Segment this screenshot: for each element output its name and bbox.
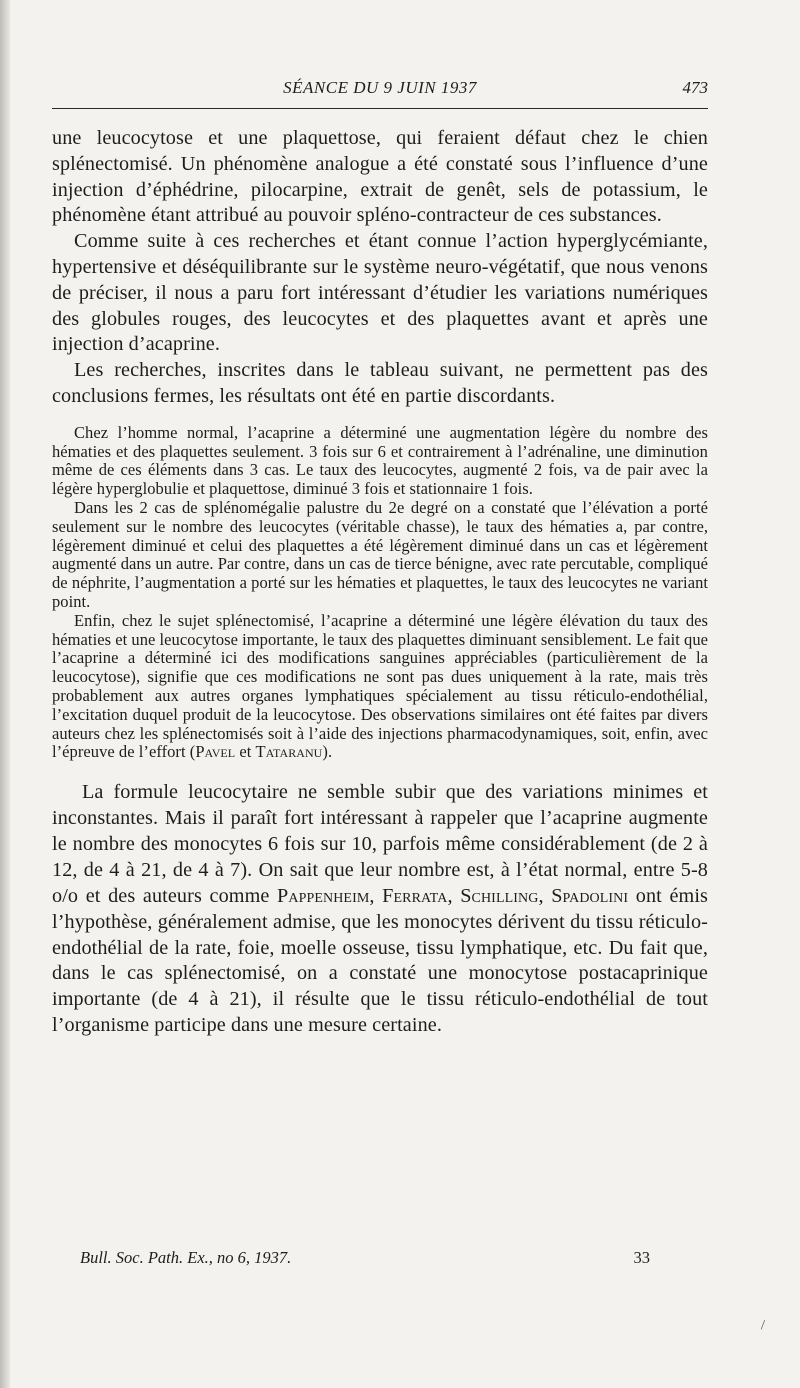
conclusion-text-1: La formule leucocytaire ne semble subir que des variations minimes et inconstantes. Mais il paraît fort intéressant à rappeler que l’acaprine augmente le nombre des monocytes 6 fois sur 10, parfois même considérablement (de 2 à 12, de 4 à 21, de 4 à 7). On sait que leur nombre est, à l’état normal, entre 5-8 o/o et des auteurs comme <box>52 781 708 907</box>
intro-section <box>52 126 708 410</box>
paragraph-normal-subject: Chez l’homme normal, l’acaprine a déterminé une augmentation légère du nombre des hématies et des plaquettes seulement. 3 fois sur 6 et contrairement à l’adrénaline, une diminution même de ces éléments dans 3 cas. Le taux des leucocytes, augmenté 2 fois, va de pair avec la légère hyperglobulie et plaquettose, diminué 3 fois et stationnaire 1 fois. <box>52 422 708 499</box>
author-spadolini: Spadolini <box>551 884 629 907</box>
page-left-edge <box>0 0 10 1388</box>
paragraph-splenomegaly: Dans les 2 cas de splénomégalie palustre du 2e degré on a constaté que l’élévation a porté seulement sur le nombre des leucocytes (véritable chasse), le taux des hématies a, par contre, légèrement diminué et celui des plaquettes a été légèrement diminué dans un cas et légèrement augmenté dans un autre. Par contre, dans un cas de tierce bénigne, avec rate percutable, compliqué de néphrite, l’augmentation a porté sur les hématies et plaquettes, le taux des leucocytes ne variant point. <box>52 497 708 611</box>
signature-number: 33 <box>633 1248 650 1267</box>
paragraph-results-intro: Les recherches, inscrites dans le tableau suivant, ne permettent pas des conclusions fermes, les résultats ont été en partie discordants. <box>52 359 708 407</box>
scan-mark: \ <box>755 1318 769 1333</box>
paragraph-continued: une leucocytose et une plaquettose, qui feraient défaut chez le chien splénectomisé. Un phénomène analogue a été constaté sous l’influence d’une injection d’éphédrine, pilocarpine, extrait de genêt, sels de potassium, le phénomène étant attribué au pouvoir spléno-contracteur de ces substances. <box>52 127 708 227</box>
results-section <box>52 424 708 762</box>
author-sep-2: , <box>447 884 461 907</box>
author-ferrata: Ferrata <box>382 884 448 907</box>
conclusion-text-2: ont émis l’hypothèse, généralement admise, que les monocytes dérivent du tissu réticulo-endothélial de la rate, foie, moelle osseuse, tissu lymphatique, etc. Du fait que, dans le cas splénectomisé, on a constaté une monocytose postacaprinique importante (de 4 à 21), il résulte que le tissu réticulo-endothélial de tout l’organisme participe dans une mesure certaine. <box>52 884 709 1037</box>
author-pavel: Pavel <box>195 742 236 762</box>
author-pappenheim: Pappenheim <box>277 884 370 907</box>
paragraph-leucocyte-formula <box>52 780 708 1039</box>
page-number: 473 <box>682 78 708 97</box>
document-page <box>52 78 708 1039</box>
paragraph-splenectomized-text: Enfin, chez le sujet splénectomisé, l’acaprine a déterminé une légère élévation du taux des hématies et une leucocytose importante, le taux des plaquettes diminuant sensiblement. Le fait que l’acaprine a déterminé ici des modifications sanguines appréciables (particulièrement de la leucocytose), signifie que ces modifications ne sont pas dues uniquement à la rate, mais très probablement aux autres organes lymphatiques spécialement au tissu réticulo-endothélial, l’excitation duquel produit de la leucocytose. Des observations similaires ont été faites par divers auteurs chez les splénectomisés soit à l’aide des injections pharmacodynamiques, soit, enfin, avec l’épreuve de l’effort ( <box>52 610 708 762</box>
author-tataranu: Tataranu <box>255 742 323 762</box>
author-sep-1: , <box>369 884 383 907</box>
conclusion-section <box>52 780 708 1039</box>
page-header <box>52 78 708 109</box>
author-sep-3: , <box>538 884 552 907</box>
citation-end: ). <box>322 742 333 762</box>
paragraph-splenectomized <box>52 612 708 762</box>
author-schilling: Schilling <box>460 884 539 907</box>
paragraph-research-aim: Comme suite à ces recherches et étant connue l’action hyperglycémiante, hypertensive et déséquilibrante sur le système neuro-végétatif, que nous venons de préciser, il nous a paru fort intéressant d’étudier les variations numériques des globules rouges, des leucocytes et des plaquettes avant et après une injection d’acaprine. <box>52 230 708 356</box>
page-footer <box>80 1248 650 1272</box>
journal-reference: Bull. Soc. Path. Ex., no 6, 1937. <box>80 1248 292 1267</box>
body-text <box>52 126 708 1039</box>
author-separator: et <box>235 742 256 762</box>
running-title: SÉANCE DU 9 JUIN 1937 <box>283 78 477 97</box>
